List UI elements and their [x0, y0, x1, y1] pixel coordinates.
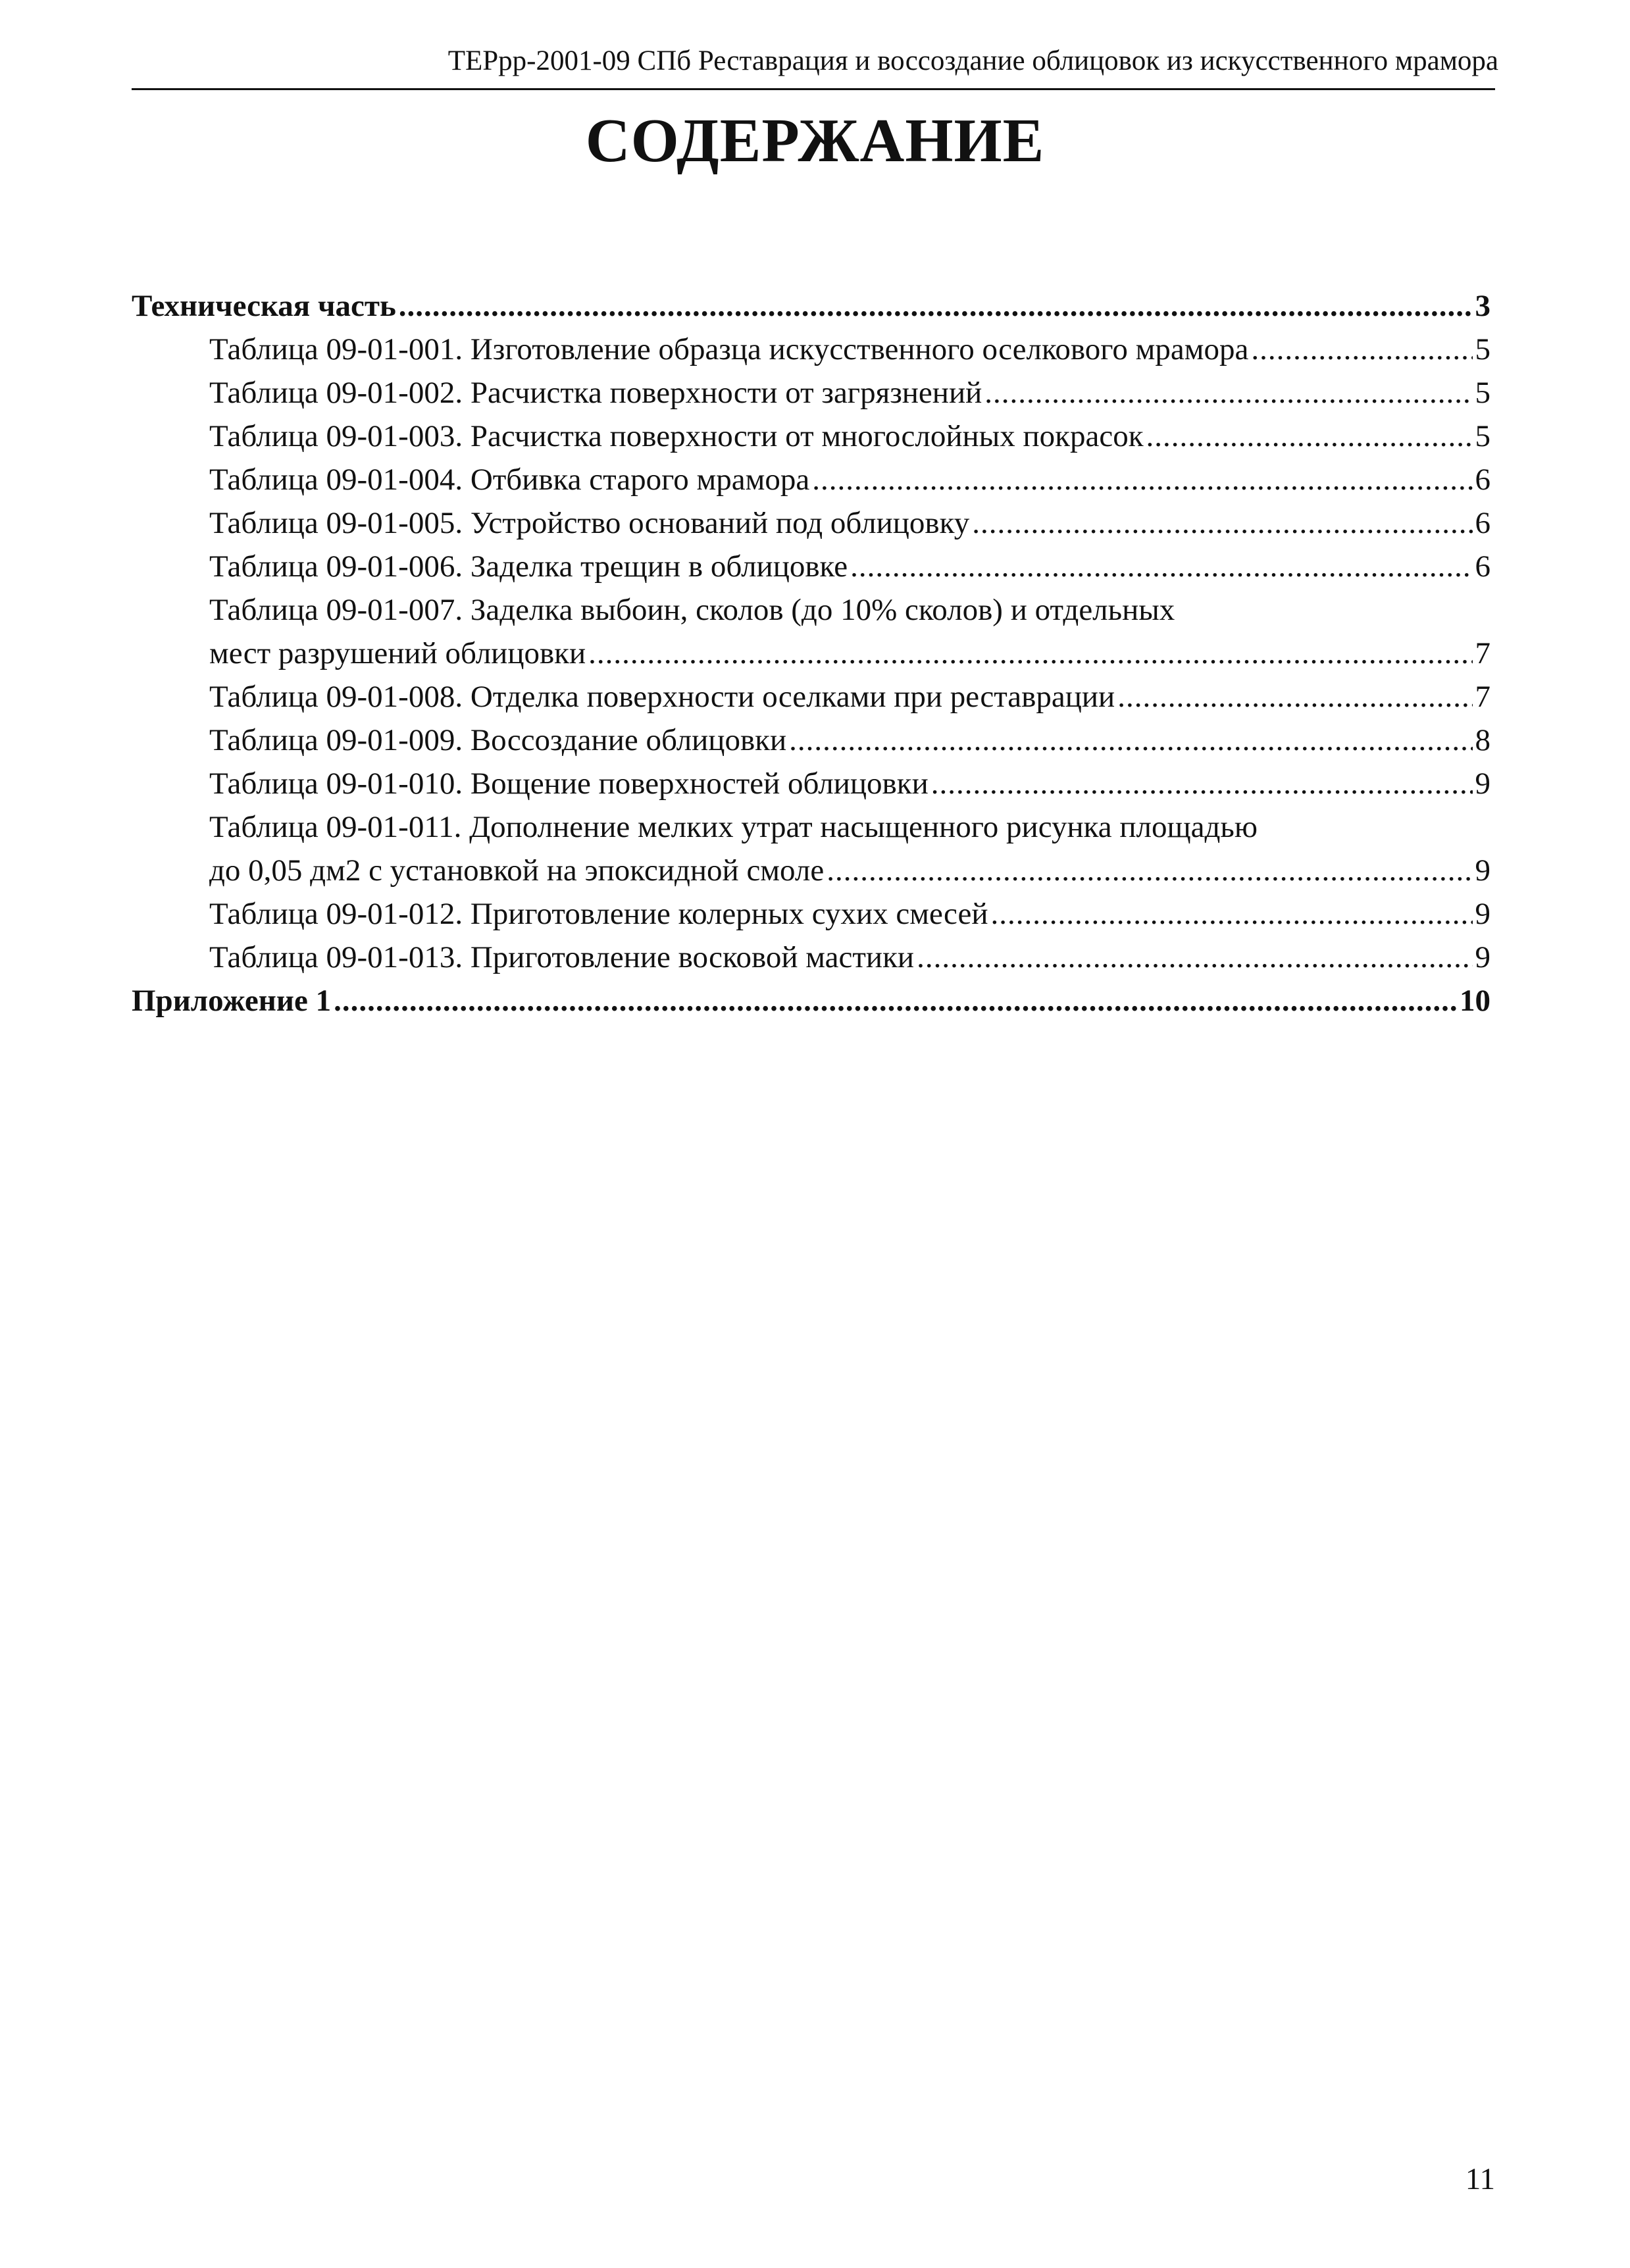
toc-entry-label: Таблица 09-01-011. Дополнение мелких утрат насыщенного рисунка площадью [209, 810, 1258, 844]
toc-page-number: 5 [1475, 419, 1490, 453]
toc-page-number: 7 [1475, 680, 1490, 714]
toc-page-number: 8 [1475, 723, 1490, 757]
toc-entry-label: Таблица 09-01-004. Отбивка старого мрамора [209, 463, 810, 497]
toc-page-number: 5 [1475, 376, 1490, 410]
toc-entry-table-003[interactable] [132, 415, 1490, 458]
toc-entry-table-010[interactable] [132, 762, 1490, 805]
toc-entry-table-011-line1[interactable] [132, 805, 1490, 849]
toc-entry-table-007[interactable] [132, 632, 1490, 675]
toc-leader-dots [588, 632, 1472, 675]
toc-entry-label: Таблица 09-01-010. Вощение поверхностей облицовки [209, 767, 929, 801]
toc-entry-table-013[interactable] [132, 936, 1490, 979]
toc-page-number: 6 [1475, 506, 1490, 540]
toc-leader-dots [990, 892, 1472, 936]
toc-entry-label: Таблица 09-01-006. Заделка трещин в облицовке [209, 549, 848, 584]
toc-page-number: 9 [1475, 767, 1490, 801]
toc-entry-table-005[interactable] [132, 501, 1490, 545]
page-number: 11 [1465, 2162, 1495, 2196]
toc-entry-table-004[interactable] [132, 458, 1490, 501]
toc-leader-dots [972, 501, 1472, 545]
toc-page-number: 9 [1475, 940, 1490, 974]
toc-leader-dots [827, 849, 1472, 892]
toc-leader-dots [789, 718, 1472, 762]
toc-page-number: 6 [1475, 463, 1490, 497]
toc-entry-table-001[interactable] [132, 328, 1490, 371]
toc-page-number: 7 [1475, 636, 1490, 670]
toc-leader-dots [917, 936, 1472, 979]
toc-leader-dots [399, 284, 1473, 328]
toc-entry-table-012[interactable] [132, 892, 1490, 936]
toc-entry-table-006[interactable] [132, 545, 1490, 588]
toc-entry-label: Таблица 09-01-009. Воссоздание облицовки [209, 723, 787, 757]
header-rule [132, 88, 1495, 90]
toc-leader-dots [1251, 328, 1472, 371]
toc-leader-dots [931, 762, 1473, 805]
toc-entry-table-008[interactable] [132, 675, 1490, 718]
toc-entry-label: Таблица 09-01-002. Расчистка поверхности от загрязнений [209, 376, 982, 410]
toc-entry-label: Таблица 09-01-007. Заделка выбоин, сколов (до 10% сколов) и отдельных [209, 593, 1175, 627]
toc-entry-label: Приложение 1 [132, 984, 332, 1018]
toc-leader-dots [984, 371, 1472, 415]
toc-entry-table-009[interactable] [132, 718, 1490, 762]
toc-leader-dots [334, 979, 1457, 1022]
toc-entry-appendix-1[interactable] [132, 979, 1490, 1022]
toc-leader-dots [812, 458, 1472, 501]
toc-leader-dots [1117, 675, 1472, 718]
toc-leader-dots [850, 545, 1472, 588]
toc-page-number: 3 [1475, 289, 1490, 323]
toc-entry-label-continued: до 0,05 дм2 с установкой на эпоксидной смоле [209, 853, 825, 888]
toc-page-number: 9 [1475, 897, 1490, 931]
page-title: СОДЕРЖАНИЕ [585, 107, 1045, 175]
toc-page-number: 10 [1460, 984, 1490, 1018]
toc-entry-label: Таблица 09-01-003. Расчистка поверхности от многослойных покрасок [209, 419, 1144, 453]
toc-page-number: 5 [1475, 332, 1490, 366]
toc-page-number: 6 [1475, 549, 1490, 584]
toc-entry-technical-part[interactable] [132, 284, 1490, 328]
toc-entry-table-002[interactable] [132, 371, 1490, 415]
toc-entry-table-007-line1[interactable] [132, 588, 1490, 632]
toc-entry-table-011[interactable] [132, 849, 1490, 892]
toc-entry-label: Таблица 09-01-013. Приготовление восковой мастики [209, 940, 915, 974]
toc-entry-label: Таблица 09-01-008. Отделка поверхности оселками при реставрации [209, 680, 1115, 714]
toc-leader-dots [1146, 415, 1473, 458]
toc-entry-label: Таблица 09-01-012. Приготовление колерных сухих смесей [209, 897, 988, 931]
toc-entry-label: Техническая часть [132, 289, 396, 323]
toc-entry-label-continued: мест разрушений облицовки [209, 636, 586, 670]
running-header: ТЕРрр-2001-09 СПб Реставрация и воссоздание облицовок из искусственного мрамора [447, 45, 1498, 76]
toc-entry-label: Таблица 09-01-001. Изготовление образца искусственного оселкового мрамора [209, 332, 1249, 366]
toc-entry-label: Таблица 09-01-005. Устройство оснований под облицовку [209, 506, 970, 540]
table-of-contents [132, 284, 1490, 1022]
toc-page-number: 9 [1475, 853, 1490, 888]
